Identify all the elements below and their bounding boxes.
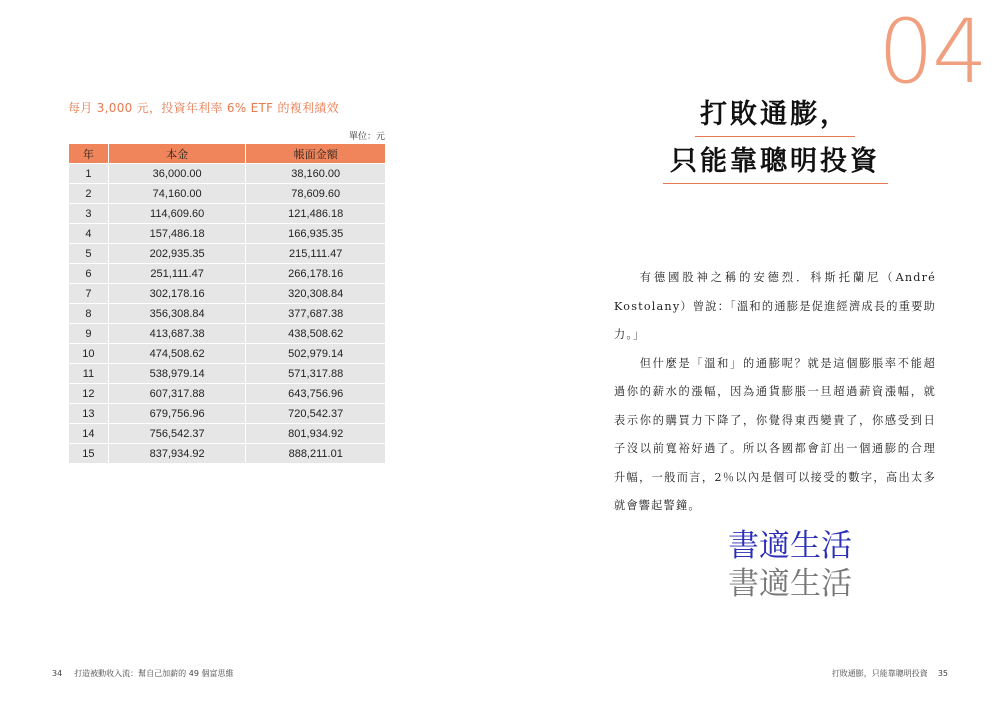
table-title: 每月 3,000 元，投資年利率 6% ETF 的複利績效 [68,101,339,115]
cell-book-value: 121,486.18 [246,204,386,224]
footer-left [52,668,233,679]
headline-line-1: 打敗通膨， [700,99,850,130]
headline-underline-2 [663,183,888,184]
cell-book-value: 438,508.62 [246,324,386,344]
cell-principal: 114,609.60 [108,204,246,224]
table-row [69,224,386,244]
table-row [69,424,386,444]
table-row [69,344,386,364]
cell-book-value: 38,160.00 [246,164,386,184]
watermark-line-gray: 書適生活 [728,566,852,602]
cell-principal: 74,160.00 [108,184,246,204]
header-year: 年 [69,144,109,164]
running-book-title: 打造被動收入流：幫自己加薪的 49 個富思維 [74,669,234,678]
running-chapter-title: 打敗通膨，只能靠聰明投資 [831,669,928,678]
cell-book-value: 320,308.84 [246,284,386,304]
header-book-value: 帳面金額 [246,144,386,164]
cell-principal: 679,756.96 [108,404,246,424]
publisher-watermark [728,527,868,603]
headline-underline-1 [695,136,855,137]
cell-book-value: 215,111.47 [246,244,386,264]
cell-book-value: 377,687.38 [246,304,386,324]
table-row [69,284,386,304]
cell-year: 6 [69,264,109,284]
cell-book-value: 502,979.14 [246,344,386,364]
cell-year: 9 [69,324,109,344]
cell-principal: 202,935.35 [108,244,246,264]
cell-principal: 251,111.47 [108,264,246,284]
cell-year: 7 [69,284,109,304]
table-row [69,184,386,204]
compound-interest-table [68,143,386,464]
paragraph-1: 有德國股神之稱的安德烈．科斯托蘭尼（André Kostolany）曾說：「溫和的通膨是促進經濟成長的重要助力。」 [614,271,936,341]
cell-principal: 607,317.88 [108,384,246,404]
table-row [69,204,386,224]
unit-note: 單位：元 [348,132,385,142]
table-header-row [69,144,386,164]
cell-principal: 837,934.92 [108,444,246,464]
page-number-left: 34 [52,669,63,678]
cell-year: 2 [69,184,109,204]
cell-year: 10 [69,344,109,364]
cell-year: 4 [69,224,109,244]
cell-book-value: 643,756.96 [246,384,386,404]
cell-book-value: 166,935.35 [246,224,386,244]
cell-book-value: 571,317.88 [246,364,386,384]
watermark-line-blue: 書適生活 [728,528,852,564]
cell-principal: 538,979.14 [108,364,246,384]
cell-principal: 474,508.62 [108,344,246,364]
body-text [614,264,936,521]
cell-year: 1 [69,164,109,184]
cell-year: 8 [69,304,109,324]
cell-principal: 302,178.16 [108,284,246,304]
table-row [69,324,386,344]
cell-principal: 756,542.37 [108,424,246,444]
cell-principal: 36,000.00 [108,164,246,184]
chapter-number: 04 [878,0,986,103]
table-row [69,364,386,384]
cell-book-value: 801,934.92 [246,424,386,444]
table-row [69,304,386,324]
cell-year: 12 [69,384,109,404]
headline-line-2: 只能靠聰明投資 [670,146,880,177]
cell-principal: 157,486.18 [108,224,246,244]
cell-book-value: 266,178.16 [246,264,386,284]
footer-right [832,668,948,679]
table-row [69,404,386,424]
table-row [69,264,386,284]
cell-year: 5 [69,244,109,264]
right-page [500,0,1000,709]
cell-year: 15 [69,444,109,464]
header-principal: 本金 [108,144,246,164]
cell-year: 14 [69,424,109,444]
cell-principal: 413,687.38 [108,324,246,344]
table-body [69,164,386,464]
cell-book-value: 888,211.01 [246,444,386,464]
chapter-headline [660,96,890,190]
paragraph-2: 但什麼是「溫和」的通膨呢？就是這個膨脹率不能超過你的薪水的漲幅，因為通貨膨脹一旦超過薪資漲幅，就表示你的購買力下降了，你覺得東西變貴了，你感受到日子沒以前寬裕好過了。所以各國都會訂出一個通膨的合理升幅，一般而言，2％以內是個可以接受的數字，高出太多就會響起警鐘。 [614,356,936,512]
cell-book-value: 720,542.37 [246,404,386,424]
cell-book-value: 78,609.60 [246,184,386,204]
cell-year: 3 [69,204,109,224]
table-row [69,164,386,184]
table-row [69,444,386,464]
table-row [69,384,386,404]
table-row [69,244,386,264]
page-number-right: 35 [937,669,948,678]
cell-year: 11 [69,364,109,384]
cell-year: 13 [69,404,109,424]
cell-principal: 356,308.84 [108,304,246,324]
